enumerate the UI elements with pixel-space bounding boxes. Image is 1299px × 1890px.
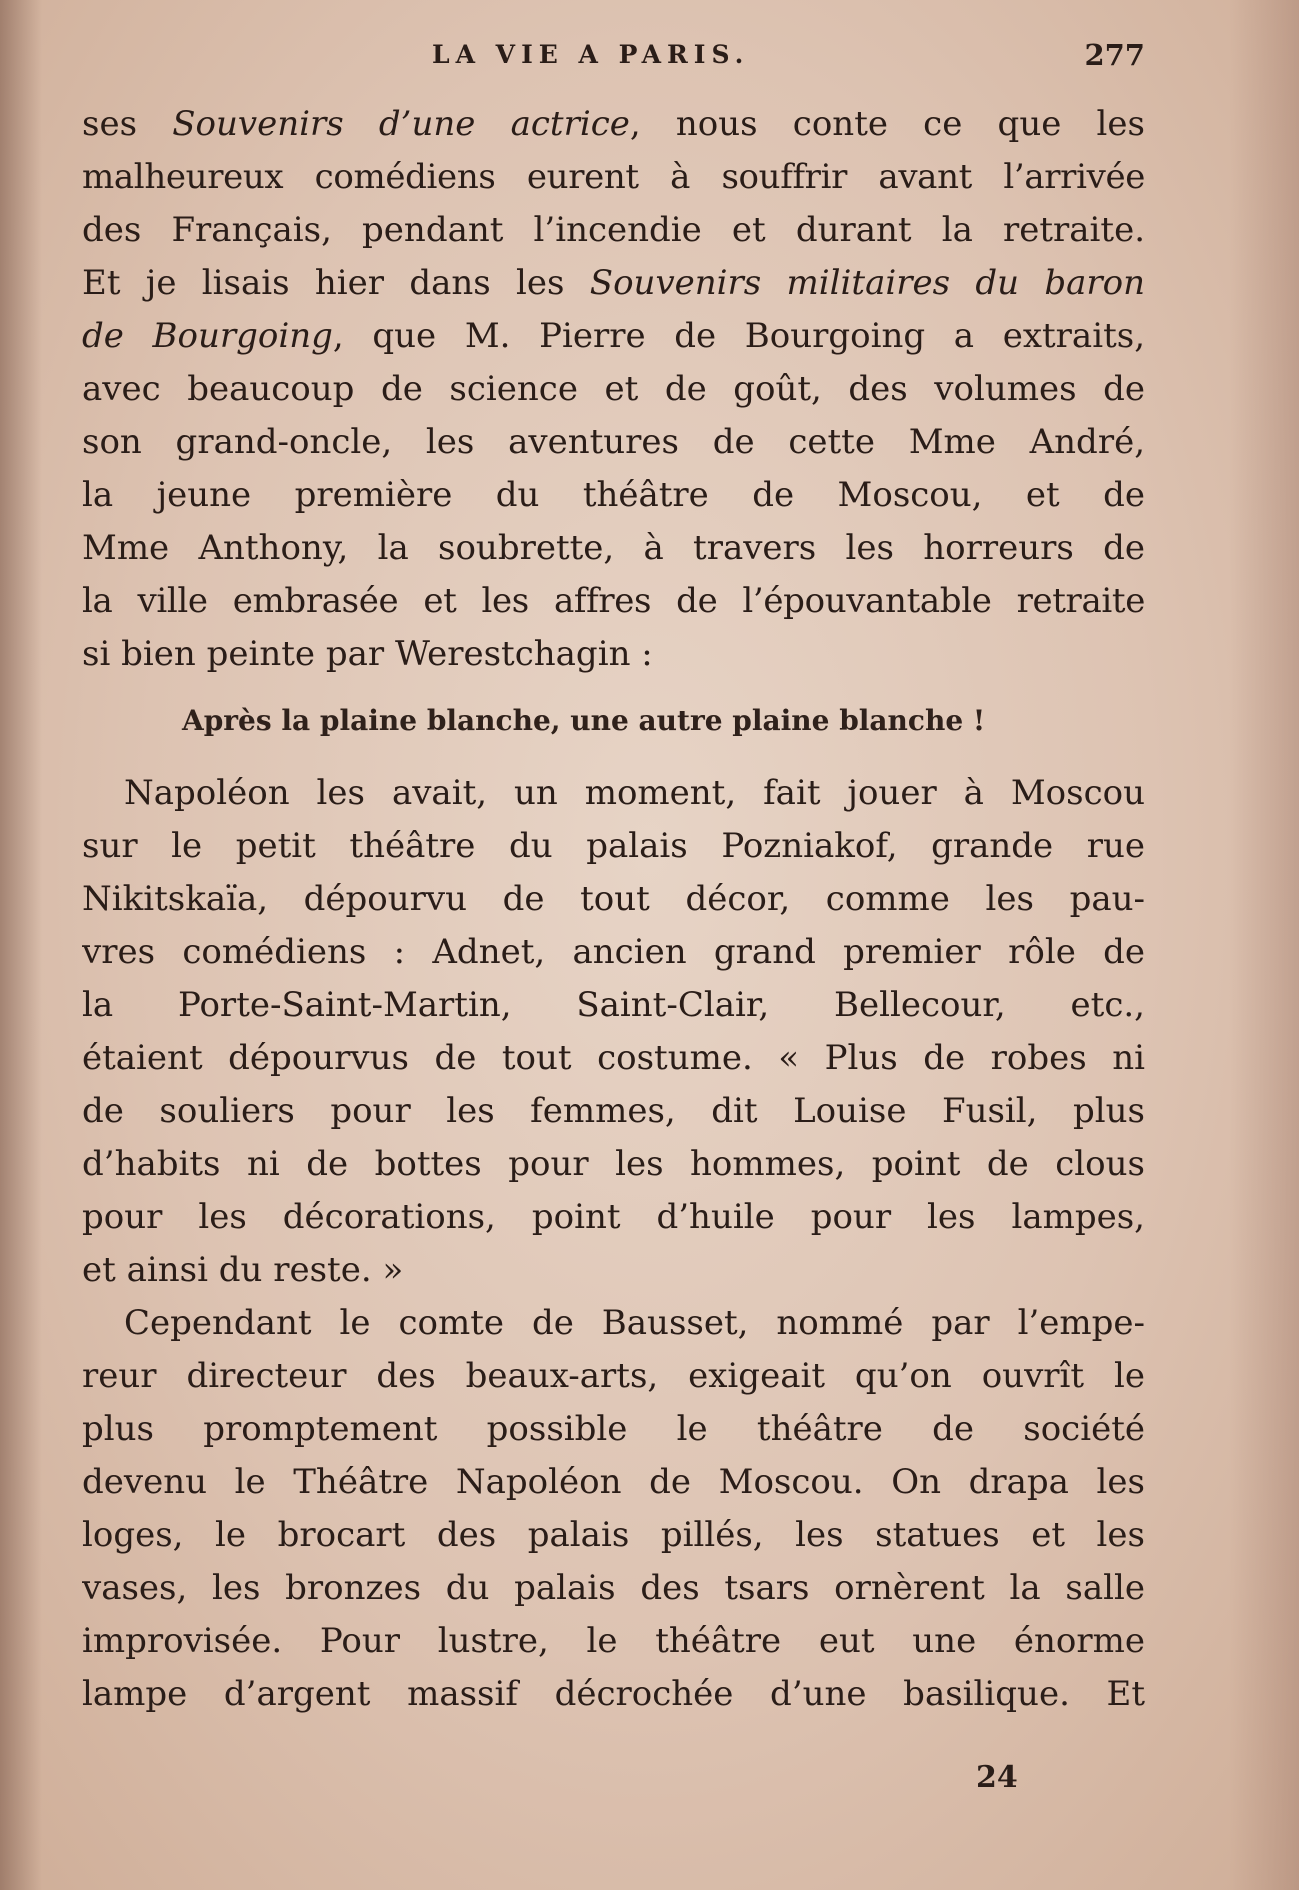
text-line: la Porte-Saint-Martin, Saint-Clair, Bellecour, etc., [82,985,1145,1025]
italic-title: Souvenirs d’une actrice [172,104,630,144]
text-line: loges, le brocart des palais pillés, les statues et les [82,1515,1145,1555]
signature-mark: 24 [976,1760,1018,1795]
gutter-shadow [0,0,42,1890]
paragraph-2 [82,767,1145,1297]
paragraph-3 [82,1297,1145,1721]
text-line: vases, les bronzes du palais des tsars ornèrent la salle [82,1568,1145,1608]
italic-title: de Bourgoing [82,316,333,356]
text-line: Nikitskaïa, dépourvu de tout décor, comme les pau- [82,879,1145,919]
text-line: vres comédiens : Adnet, ancien grand premier rôle de [82,932,1145,972]
text-line: pour les décorations, point d’huile pour les lampes, [82,1197,1145,1237]
text-line: avec beaucoup de science et de goût, des volumes de [82,369,1145,409]
page-edge-shadow [1229,0,1299,1890]
text-line: improvisée. Pour lustre, le théâtre eut une énorme [82,1621,1145,1661]
running-title: LA VIE A PARIS. [432,40,750,69]
text-line: reur directeur des beaux-arts, exigeait qu’on ouvrît le [82,1356,1145,1396]
text-line: Cependant le comte de Bausset, nommé par l’empe- [124,1303,1145,1343]
text-line: malheureux comédiens eurent à souffrir avant l’arrivée [82,157,1145,197]
text-line: plus promptement possible le théâtre de société [82,1409,1145,1449]
text-line: la ville embrasée et les affres de l’épouvantable retraite [82,581,1145,621]
body-text [82,98,1145,1721]
text-line: étaient dépourvus de tout costume. « Plus de robes ni [82,1038,1145,1078]
text-line: et ainsi du reste. » [82,1250,404,1290]
text-line: ses Souvenirs d’une actrice, nous conte ce que les [82,104,1145,144]
text-line: de souliers pour les femmes, dit Louise Fusil, plus [82,1091,1145,1131]
paragraph-1 [82,98,1145,681]
text-line: de Bourgoing, que M. Pierre de Bourgoing a extraits, [82,316,1145,356]
text-line: si bien peinte par Werestchagin : [82,634,653,674]
text-line: la jeune première du théâtre de Moscou, et de [82,475,1145,515]
text-line: Et je lisais hier dans les Souvenirs militaires du baron [82,263,1145,303]
text-line: devenu le Théâtre Napoléon de Moscou. On drapa les [82,1462,1145,1502]
page-header [82,38,1145,78]
text-line: lampe d’argent massif décrochée d’une basilique. Et [82,1674,1145,1714]
text-line: Napoléon les avait, un moment, fait jouer à Moscou [124,773,1145,813]
text-line: d’habits ni de bottes pour les hommes, point de clous [82,1144,1145,1184]
page-number: 277 [1084,38,1145,72]
text-line: sur le petit théâtre du palais Pozniakof, grande rue [82,826,1145,866]
text-line: Mme Anthony, la soubrette, à travers les horreurs de [82,528,1145,568]
text-line: des Français, pendant l’incendie et durant la retraite. [82,210,1145,250]
text-line: son grand-oncle, les aventures de cette Mme André, [82,422,1145,462]
italic-title: Souvenirs militaires du baron [589,263,1145,303]
block-quote: Après la plaine blanche, une autre plaine blanche ! [182,704,986,737]
